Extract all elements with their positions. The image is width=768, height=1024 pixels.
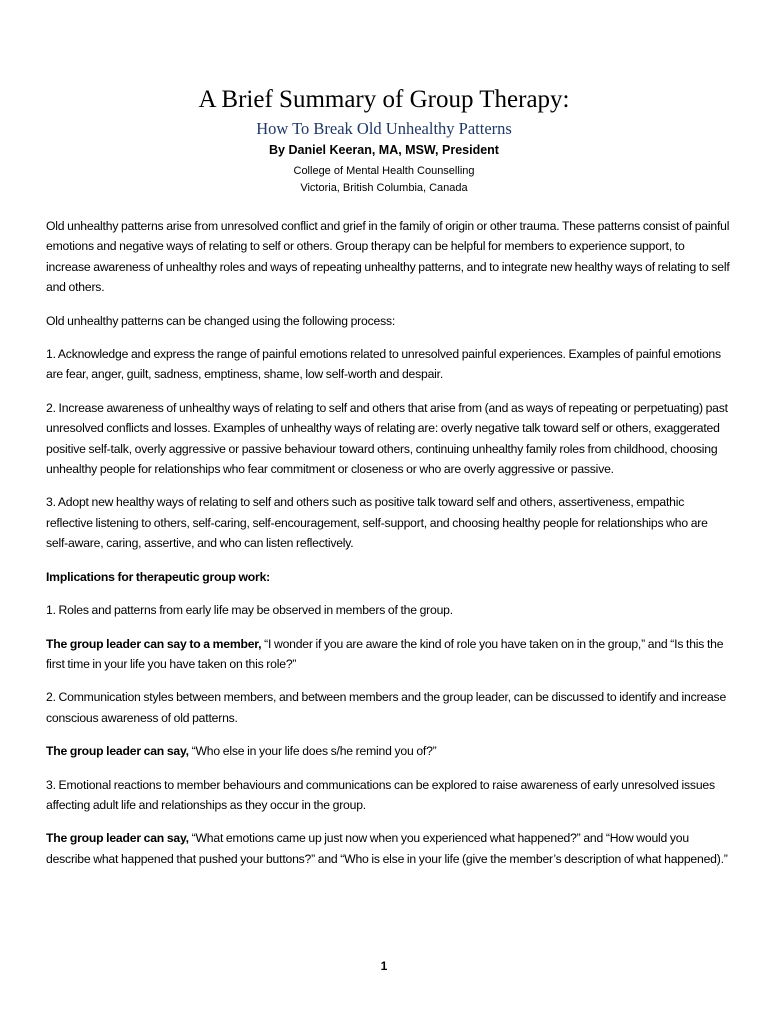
leader-prompt-quote: “What emotions came up just now when you experienced what happened?” and “How would you describe what happened that pushed your buttons?” and “Who is else in your life (give the member’s description of what happened).”: [46, 831, 728, 866]
document-subtitle: How To Break Old Unhealthy Patterns: [256, 119, 512, 138]
leader-prompt-lead: The group leader can say,: [46, 744, 189, 759]
implication-2-leader-example: [46, 741, 730, 761]
implication-3: 3. Emotional reactions to member behaviours and communications can be explored to raise awareness of early unresolved issues affecting adult life and relationships as they occur in the group.: [46, 777, 715, 812]
implication-2: 2. Communication styles between members, and between members and the group leader, can be discussed to identify and increase conscious awareness of old patterns.: [46, 690, 727, 725]
page-number: 1: [380, 959, 388, 973]
document-title: A Brief Summary of Group Therapy:: [198, 86, 570, 113]
leader-prompt-lead: The group leader can say,: [46, 831, 189, 846]
intro-paragraph: Old unhealthy patterns arise from unresolved conflict and grief in the family of origin or other trauma. These patterns consist of painful emotions and negative ways of relating to self or others. Group therapy can be helpful for members to experience support, to increase awareness of unhealthy roles and ways of repeating unhealthy patterns, and to integrate new healthy ways of relating to self and others.: [46, 219, 730, 295]
process-step-3: 3. Adopt new healthy ways of relating to self and others such as positive talk toward self and others, assertiveness, empathic reflective listening to others, self-caring, self-encouragement, self-support, and choosing healthy people for relationships who are self-aware, caring, assertive, and who can listen reflectively.: [46, 495, 708, 551]
affiliation-location: Victoria, British Columbia, Canada: [300, 182, 468, 194]
affiliation-institution: College of Mental Health Counselling: [293, 165, 475, 177]
author-line: By Daniel Keeran, MA, MSW, President: [269, 143, 499, 157]
document-body: [46, 216, 730, 882]
leader-prompt-quote: “Who else in your life does s/he remind you of?”: [188, 744, 437, 759]
implication-3-leader-example: [46, 828, 730, 869]
leader-prompt-lead: The group leader can say to a member,: [46, 636, 262, 651]
leader-prompt-quote: “I wonder if you are aware the kind of role you have taken on in the group,” and “Is this the first time in your life you have taken on this role?”: [46, 636, 724, 671]
implication-1: 1. Roles and patterns from early life may be observed in members of the group.: [46, 603, 453, 618]
process-step-2: 2. Increase awareness of unhealthy ways of relating to self and others that arise from (and as ways of repeating or perpetuating) past unresolved conflicts and losses. Examples of unhealthy ways of relating are: overly negative talk toward self or others, exaggerated positive self-talk, overly aggressive or passive behaviour toward others, continuing unhealthy family roles from childhood, choosing unhealthy people for relationships who fear commitment or closeness or who are overly aggressive or passive.: [46, 400, 728, 477]
implications-heading: Implications for therapeutic group work:: [46, 569, 271, 584]
process-intro-paragraph: Old unhealthy patterns can be changed using the following process:: [46, 313, 396, 328]
implication-1-leader-example: [46, 634, 730, 675]
process-step-1: 1. Acknowledge and express the range of painful emotions related to unresolved painful experiences. Examples of painful emotions are fear, anger, guilt, sadness, emptiness, shame, low self-worth and despair.: [46, 347, 721, 382]
